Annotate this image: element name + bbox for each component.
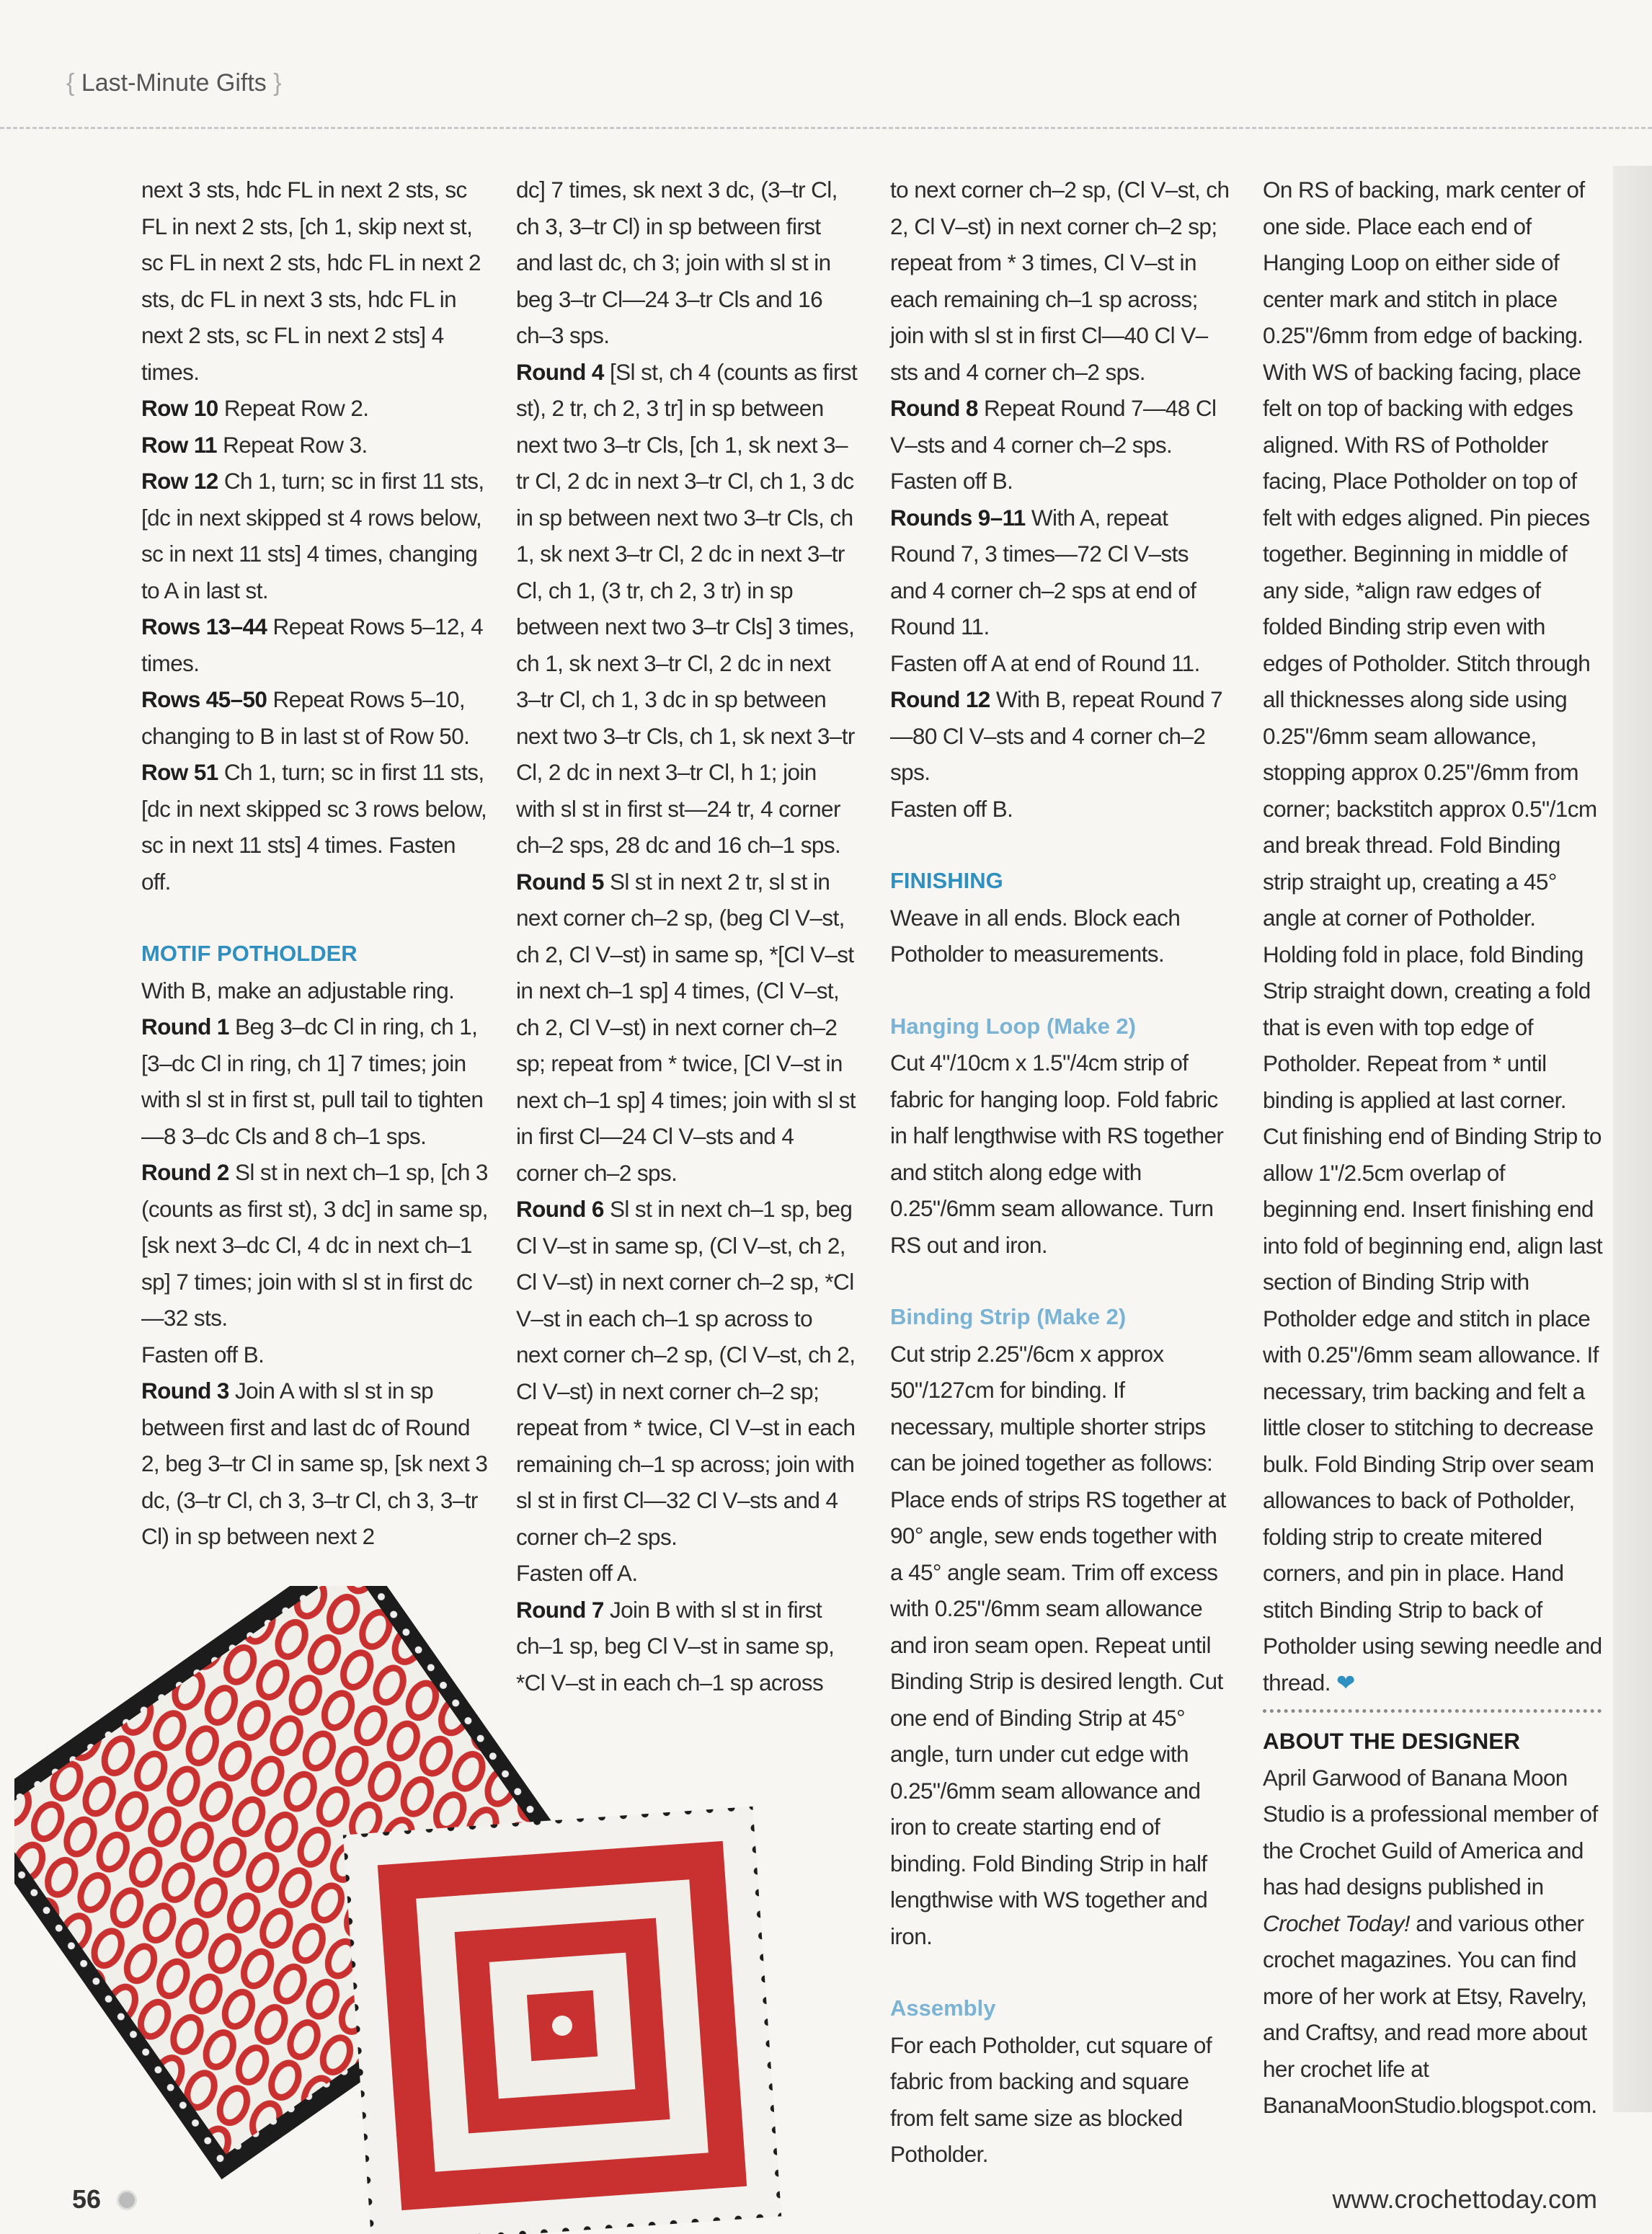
step-text: dc] 7 times, sk next 3 dc, (3–tr Cl, ch 3, 3–tr Cl) in sp between first and last dc, ch 3; join with sl st in beg 3–tr Cl—24 3–tr Cls and 16 ch–3 sps. bbox=[516, 177, 838, 348]
instruction-paragraph bbox=[141, 1373, 489, 1555]
footer-dot-icon bbox=[117, 2190, 137, 2210]
step-text: Sl st in next ch–1 sp, beg Cl V–st in same sp, (Cl V–st, ch 2, Cl V–st) in next corner ch–2 sp, *Cl V–st in each ch–1 sp across to next corner ch–2 sp, (Cl V–st, ch 2, Cl V–st) in next corner ch–2 sp; repeat from * twice, Cl V–st in each remaining ch–1 sp across; join with sl st in first Cl—32 Cl V–sts and 4 corner ch–2 sps. bbox=[516, 1196, 856, 1550]
about-designer-text: April Garwood of Banana Moon Studio is a professional member of the Crochet Guild of America and has had designs published in Crochet Today! and various other crochet magazines. You can find more of her work at Etsy, Ravelry, and Craftsy, and read more about her crochet life at BananaMoonStudio.blogspot.com. bbox=[1263, 1764, 1598, 2118]
step-text: Sl st in next 2 tr, sl st in next corner ch–2 sp, (beg Cl V–st, ch 2, Cl V–st) in same sp, *[Cl V–st in next ch–1 sp] 4 times, (Cl V–st, ch 2, Cl V–st) in next corner ch–2 sp; repeat from * twice, [Cl V–st in next ch–1 sp] 4 times; join with sl st in first Cl—24 Cl V–sts and 4 corner ch–2 sps. bbox=[516, 868, 856, 1186]
step-text: Repeat Row 3. bbox=[223, 431, 368, 458]
step-text: next 3 sts, hdc FL in next 2 sts, sc FL in next 2 sts, [ch 1, skip next st, sc FL in next 2 sts, hdc FL in next 2 sts, dc FL in next 3 sts, hdc FL in next 2 sts, sc FL in next 2 sts] 4 times. bbox=[141, 177, 481, 385]
column-3 bbox=[890, 172, 1230, 2173]
about-designer-heading: ABOUT THE DESIGNER bbox=[1263, 1728, 1521, 1754]
step-text: Repeat Round 7—48 Cl V–sts and 4 corner ch–2 sps. Fasten off B. bbox=[890, 395, 1217, 494]
instruction-paragraph bbox=[890, 390, 1230, 500]
step-text: Join B with sl st in first ch–1 sp, beg Cl V–st in same sp, *Cl V–st in each ch–1 sp across bbox=[516, 1596, 835, 1696]
sub-heading: Hanging Loop (Make 2) bbox=[890, 1013, 1136, 1039]
section-gap bbox=[890, 972, 1230, 1009]
column-4 bbox=[1263, 172, 1604, 2124]
instruction-paragraph bbox=[516, 864, 858, 1192]
section-heading: FINISHING bbox=[890, 868, 1003, 893]
instruction-paragraph bbox=[141, 172, 489, 390]
instruction-paragraph bbox=[890, 1045, 1230, 1263]
instruction-paragraph bbox=[890, 1336, 1230, 1955]
column-1 bbox=[141, 172, 489, 1555]
step-text: Join A with sl st in sp between first and last dc of Round 2, beg 3–tr Cl in same sp, [sk next 3 dc, (3–tr Cl, ch 3, 3–tr Cl, ch 3, 3–tr Cl) in sp between next 2 bbox=[141, 1378, 488, 1549]
section-header: { Last-Minute Gifts } bbox=[66, 69, 282, 97]
instruction-paragraph bbox=[141, 681, 489, 754]
instruction-paragraph bbox=[890, 681, 1230, 791]
step-text: [Sl st, ch 4 (counts as first st), 2 tr, ch 2, 3 tr] in sp between next two 3–tr Cls, [ch 1, sk next 3–tr Cl, 2 dc in next 3–tr Cl, ch 1, 3 dc in sp between next two 3–tr Cls, ch 1, sk next 3–tr Cl, 2 dc in next 3–tr Cl, ch 1, (3 tr, ch 2, 3 tr) in sp between next two 3–tr Cls] 3 times, ch 1, sk next 3–tr Cl, 2 dc in next 3–tr Cl, ch 1, 3 dc in sp between next two 3–tr Cls, ch 1, sk next 3–tr Cl, 2 dc in next 3–tr Cl, h 1; join with sl st in first st—24 tr, 4 corner ch–2 sps, 28 dc and 16 ch–1 sps. bbox=[516, 358, 858, 858]
step-label: Round 1 bbox=[141, 1014, 229, 1040]
instruction-paragraph bbox=[141, 1154, 489, 1337]
step-label: Row 11 bbox=[141, 431, 217, 458]
section-gap bbox=[141, 900, 489, 936]
section-title: Last-Minute Gifts bbox=[81, 69, 267, 97]
step-text: Cut strip 2.25"/6cm x approx 50"/127cm for binding. If necessary, multiple shorter strips can be joined together as follows: Place ends of strips RS together at 90° angle, sew ends together with a 45° angle seam. Trim off excess with 0.25"/6mm seam allowance and iron seam open. Repeat until Binding Strip is desired length. Cut one end of Binding Strip at 45° angle, turn under cut edge with 0.25"/6mm seam allowance and iron to create starting end of binding. Fold Binding Strip in half lengthwise with WS together and iron. bbox=[890, 1340, 1226, 1949]
header-divider bbox=[0, 127, 1652, 129]
page-number: 56 bbox=[72, 2184, 102, 2214]
step-label: Rows 45–50 bbox=[141, 686, 267, 712]
step-label: Row 10 bbox=[141, 395, 218, 421]
step-label: Round 12 bbox=[890, 686, 990, 712]
step-text: With B, make an adjustable ring. bbox=[141, 977, 455, 1003]
step-label: Round 5 bbox=[516, 868, 604, 895]
instruction-paragraph bbox=[516, 1191, 858, 1555]
footer-url: www.crochettoday.com bbox=[1332, 2184, 1597, 2214]
instruction-paragraph bbox=[141, 1009, 489, 1154]
instruction-paragraph bbox=[890, 172, 1230, 390]
section-gap bbox=[890, 1263, 1230, 1299]
col4-content bbox=[1263, 172, 1604, 1701]
step-text: Weave in all ends. Block each Potholder to measurements. bbox=[890, 904, 1181, 967]
sub-heading: Assembly bbox=[890, 1995, 996, 2021]
step-text: Cut 4"/10cm x 1.5"/4cm strip of fabric for hanging loop. Fold fabric in half lengthwise with RS together and stitch along edge with 0.25"/6mm seam allowance. Turn RS out and iron. bbox=[890, 1050, 1224, 1258]
instruction-paragraph bbox=[141, 463, 489, 608]
step-text: Fasten off B. bbox=[141, 1341, 265, 1368]
step-text: Fasten off A at end of Round 11. bbox=[890, 650, 1200, 676]
section-gap bbox=[890, 827, 1230, 863]
step-text: Ch 1, turn; sc in first 11 sts, [dc in next skipped st 4 rows below, sc in next 11 sts] 4 times, changing to A in last st. bbox=[141, 468, 484, 603]
instruction-paragraph bbox=[1263, 172, 1604, 1701]
step-text: Repeat Rows 5–12, 4 times. bbox=[141, 613, 484, 676]
step-text: Fasten off A. bbox=[516, 1560, 638, 1586]
step-label: Rows 13–44 bbox=[141, 613, 267, 639]
step-text: Repeat Rows 5–10, changing to B in last st of Row 50. bbox=[141, 686, 470, 749]
step-label: Round 2 bbox=[141, 1159, 229, 1185]
instruction-paragraph bbox=[141, 754, 489, 900]
step-label: Round 4 bbox=[516, 358, 604, 385]
step-text: Repeat Row 2. bbox=[223, 395, 369, 421]
instruction-paragraph bbox=[141, 1337, 489, 1373]
instruction-paragraph bbox=[516, 172, 858, 354]
motif-potholder bbox=[343, 1807, 781, 2234]
instruction-paragraph bbox=[890, 900, 1230, 972]
sub-heading: Binding Strip (Make 2) bbox=[890, 1304, 1127, 1329]
step-label: Round 7 bbox=[516, 1596, 604, 1623]
section-heading: MOTIF POTHOLDER bbox=[141, 941, 358, 966]
instruction-paragraph bbox=[890, 791, 1230, 828]
step-text: Beg 3–dc Cl in ring, ch 1, [3–dc Cl in ring, ch 1] 7 times; join with sl st in first st, pull tail to tighten—8 3–dc Cls and 8 ch–1 sps. bbox=[141, 1014, 484, 1149]
instruction-paragraph bbox=[516, 354, 858, 864]
potholders-photo bbox=[14, 1586, 851, 2234]
step-text: Fasten off B. bbox=[890, 795, 1013, 822]
step-label: Row 12 bbox=[141, 468, 218, 494]
instruction-paragraph bbox=[890, 500, 1230, 645]
instruction-paragraph bbox=[890, 645, 1230, 682]
instruction-paragraph bbox=[141, 427, 489, 464]
section-gap bbox=[890, 1954, 1230, 1990]
step-text: For each Potholder, cut square of fabric from backing and square from felt same size as blocked Potholder. bbox=[890, 2031, 1212, 2167]
adjacent-page-edge bbox=[1613, 166, 1652, 2112]
step-label: Rounds 9–11 bbox=[890, 504, 1026, 531]
instruction-paragraph bbox=[141, 972, 489, 1009]
step-text: With A, repeat Round 7, 3 times—72 Cl V–sts and 4 corner ch–2 sps at end of Round 11. bbox=[890, 504, 1196, 639]
step-text: With B, repeat Round 7—80 Cl V–sts and 4 corner ch–2 sps. bbox=[890, 686, 1223, 785]
instruction-paragraph bbox=[890, 2027, 1230, 2173]
instruction-paragraph bbox=[141, 390, 489, 427]
step-text: On RS of backing, mark center of one side. Place each end of Hanging Loop on either side of center mark and stitch in place 0.25"/6mm from edge of backing. With WS of backing facing, place felt on top of backing with edges aligned. With RS of Potholder facing, Place Potholder on top of felt with edges aligned. Pin pieces together. Beginning in middle of any side, *align raw edges of folded Binding strip even with edges of Potholder. Stitch through all thicknesses along side using 0.25"/6mm seam allowance, stopping approx 0.25"/6mm from corner; backstitch approx 0.5"/1cm and break thread. Fold Binding strip straight up, creating a 45° angle at corner of Potholder. Holding fold in place, fold Binding Strip straight down, creating a fold that is even with top edge of Potholder. Repeat from * until binding is applied at last corner. Cut finishing end of Binding Strip to allow 1"/2.5cm overlap of beginning end. Insert finishing end into fold of beginning end, align last section of Binding Strip with Potholder edge and stitch in place with 0.25"/6mm seam allowance. If necessary, trim backing and felt a little closer to stitching to decrease bulk. Fold Binding Strip over seam allowances to back of Potholder, folding strip to create mitered corners, and pin in place. Hand stitch Binding Strip to back of Potholder using sewing needle and thread. bbox=[1263, 177, 1603, 1696]
step-text: Sl st in next ch–1 sp, [ch 3 (counts as first st), 3 dc] in same sp, [sk next 3–dc Cl, 4 dc in next ch–1 sp] 7 times; join with sl st in first dc—32 sts. bbox=[141, 1159, 488, 1331]
step-label: Round 6 bbox=[516, 1196, 604, 1222]
step-label: Round 8 bbox=[890, 395, 978, 421]
dotted-divider bbox=[1263, 1709, 1602, 1713]
step-text: to next corner ch–2 sp, (Cl V–st, ch 2, Cl V–st) in next corner ch–2 sp; repeat from * 3 times, Cl V–st in each remaining ch–1 sp across; join with sl st in first Cl—40 Cl V–sts and 4 corner ch–2 sps. bbox=[890, 177, 1230, 385]
instruction-paragraph bbox=[141, 608, 489, 681]
heart-icon: ❤ bbox=[1336, 1669, 1355, 1696]
step-label: Row 51 bbox=[141, 759, 218, 785]
step-text: Ch 1, turn; sc in first 11 sts, [dc in next skipped sc 3 rows below, sc in next 11 sts] 4 times. Fasten off. bbox=[141, 759, 487, 895]
step-label: Round 3 bbox=[141, 1378, 229, 1404]
column-2 bbox=[516, 172, 858, 1701]
